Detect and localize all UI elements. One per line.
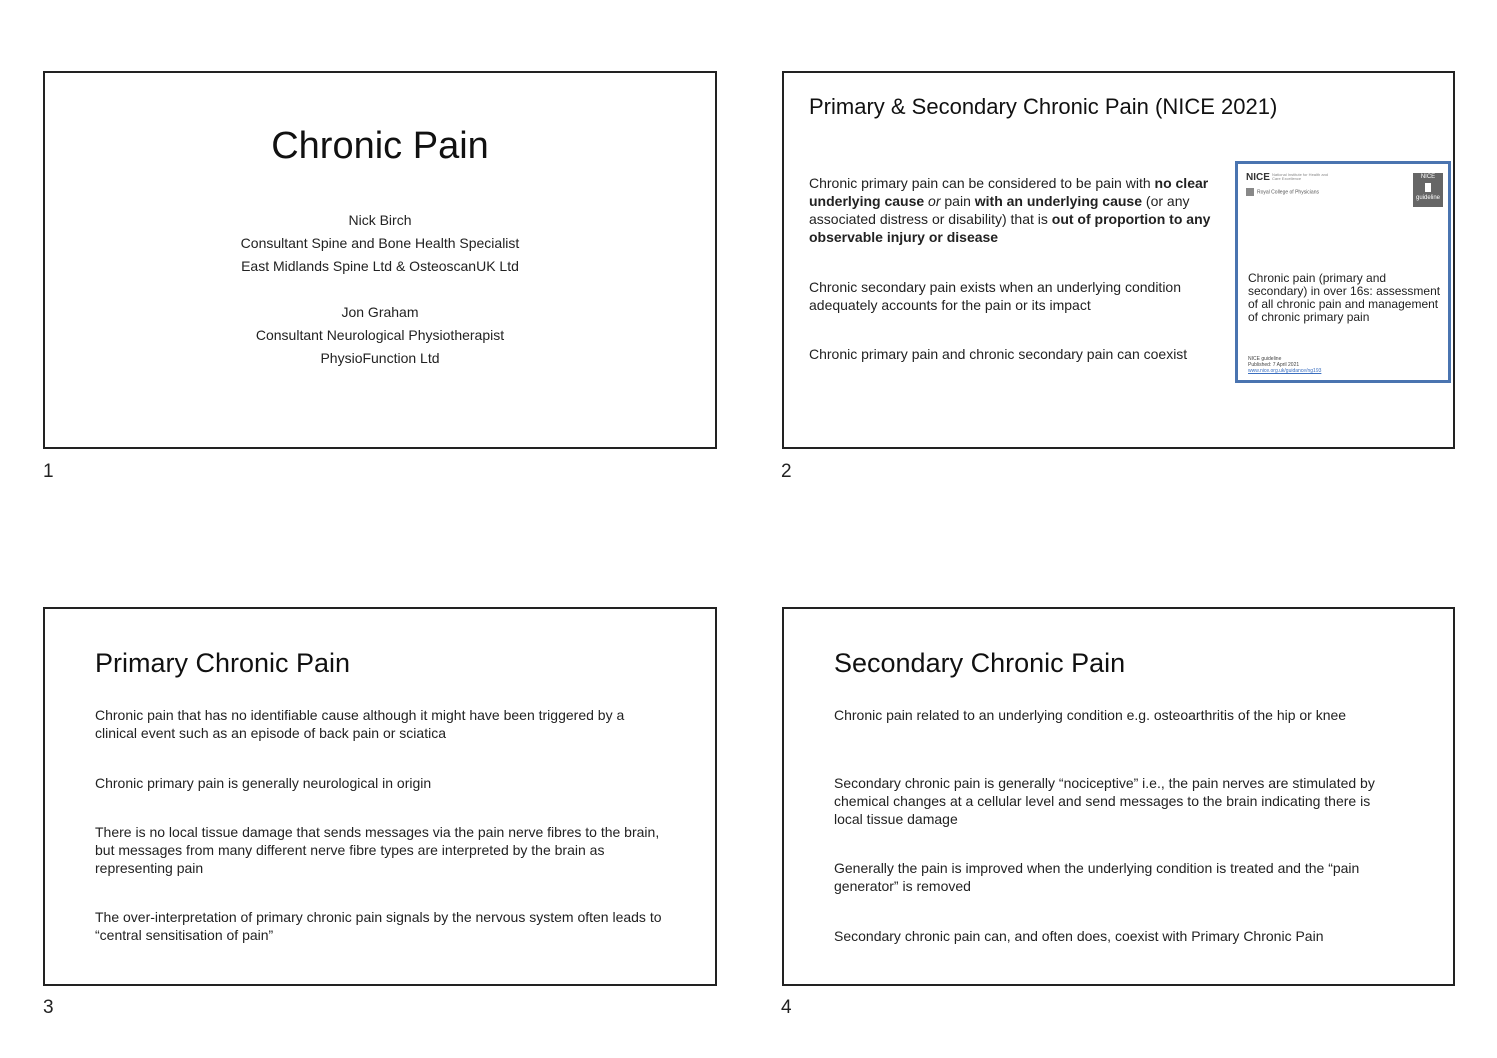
nice-guideline-cover-image [1235, 161, 1451, 383]
nice-logo-subtitle: National Institute for Health and Care Excellence [1272, 172, 1329, 181]
text-run: out of proportion to any observable injury or disease [809, 211, 1211, 245]
rcp-crest-icon [1246, 188, 1254, 196]
slide-title: Chronic Pain [271, 125, 489, 167]
author-role: Consultant Spine and Bone Health Specialist [240, 235, 520, 251]
slide-paragraph: The over-interpretation of primary chronic pain signals by the nervous system often leads to “central sensitisation of pain” [95, 909, 662, 943]
text-run: or [928, 193, 941, 209]
slide-number: 4 [781, 997, 792, 1018]
text-run: no clear underlying cause [809, 175, 1209, 209]
slide-2 [782, 71, 1455, 449]
slide-paragraph [809, 174, 1229, 246]
slide-paragraph: Chronic secondary pain exists when an underlying condition adequately accounts for the pain or its impact [809, 279, 1181, 313]
author-role: Consultant Neurological Physiotherapist [255, 327, 505, 343]
text-run: pain [940, 193, 975, 209]
slide-1 [43, 71, 717, 449]
author-name: Jon Graham [341, 304, 419, 320]
slide-paragraph: There is no local tissue damage that sends messages via the pain nerve fibres to the brain, but messages from many different nerve fibre types are interpreted by the brain as representing pain [95, 824, 660, 876]
slide-number: 1 [43, 461, 54, 482]
slide-title: Primary & Secondary Chronic Pain (NICE 2021) [809, 94, 1278, 119]
slide-title: Secondary Chronic Pain [834, 648, 1126, 678]
slide-paragraph: Chronic pain that has no identifiable cause although it might have been triggered by a clinical event such as an episode of back pain or sciatica [95, 707, 625, 741]
slide-number: 3 [43, 997, 54, 1018]
text-run: Chronic primary pain can be considered to be pain with [809, 175, 1155, 191]
bookmark-icon [1425, 183, 1431, 192]
slide-paragraph: Chronic primary pain is generally neurological in origin [95, 775, 432, 791]
author-name: Nick Birch [348, 212, 412, 228]
nice-guideline-badge: NICE guideline [1413, 173, 1443, 207]
cover-url: www.nice.org.uk/guidance/ng193 [1248, 368, 1322, 374]
slide-paragraph: Chronic pain related to an underlying condition e.g. osteoarthritis of the hip or knee [834, 707, 1347, 723]
rcp-logo: Royal College of Physicians [1246, 188, 1319, 196]
slide-paragraph: Generally the pain is improved when the underlying condition is treated and the “pain generator” is removed [834, 860, 1360, 894]
author-list [45, 209, 715, 370]
author-company: PhysioFunction Ltd [320, 350, 440, 366]
nice-logo: NICE [1246, 172, 1270, 183]
slide-3 [43, 607, 717, 986]
slide-title: Primary Chronic Pain [95, 648, 351, 678]
slide-paragraph: Secondary chronic pain can, and often does, coexist with Primary Chronic Pain [834, 928, 1324, 944]
text-run: with an underlying cause [974, 193, 1143, 209]
slide-paragraph: Secondary chronic pain is generally “nociceptive” i.e., the pain nerves are stimulated by chemical changes at a cellular level and send messages to the brain indicating there is local tissue damage [834, 775, 1375, 827]
slide-number: 2 [781, 461, 792, 482]
cover-meta: NICE guideline Published: 7 April 2021 www.nice.org.uk/guidance/ng193 [1248, 356, 1322, 374]
text-run: (or any associated distress or disability) that is [809, 193, 1190, 227]
author-company: East Midlands Spine Ltd & OsteoscanUK Ltd [241, 258, 519, 274]
cover-title: Chronic pain (primary and secondary) in over 16s: assessment of all chronic pain and management of chronic primary pain [1248, 271, 1441, 324]
slide-4 [782, 607, 1455, 986]
slide-paragraph: Chronic primary pain and chronic secondary pain can coexist [809, 346, 1188, 362]
